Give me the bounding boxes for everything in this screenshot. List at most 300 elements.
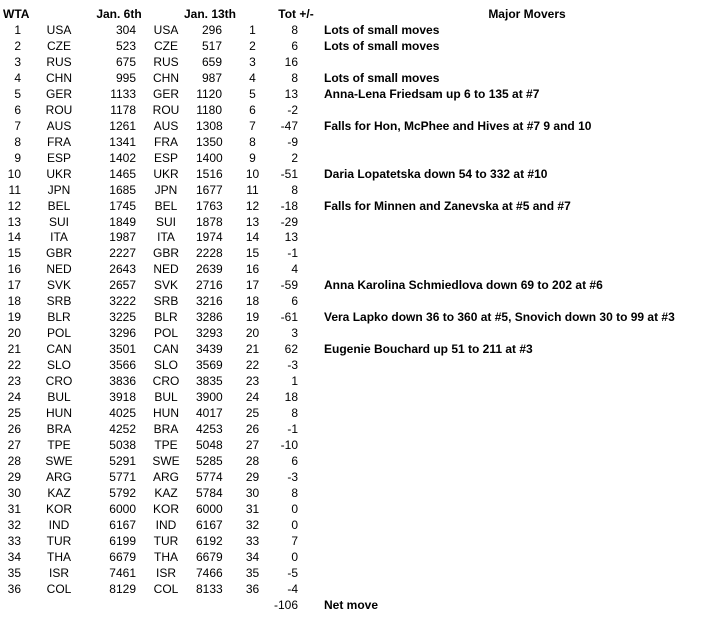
nation-cell: ARG — [45, 469, 72, 484]
table-row — [0, 118, 719, 134]
table-row — [0, 533, 719, 549]
nation-cell: FRA — [154, 134, 178, 149]
rank-cell: 4 — [249, 70, 256, 85]
nation-cell: GER — [152, 86, 179, 101]
total-change-cell: 6 — [291, 294, 298, 309]
nation-cell: CRO — [152, 374, 180, 389]
rank-cell: 9 — [249, 150, 256, 165]
nation-cell: ESP — [153, 150, 178, 165]
total-change-cell: -1 — [287, 422, 298, 436]
major-movers-note: Anna Karolina Schmiedlova down 69 to 202 at #6 — [324, 278, 603, 293]
jan13-points-cell: 7466 — [196, 565, 223, 580]
nation-cell: RUS — [153, 54, 179, 69]
rank-cell: 18 — [245, 294, 260, 309]
rank-cell: 23 — [7, 374, 21, 389]
jan13-points-cell: 5048 — [196, 437, 223, 452]
rank-cell: 3 — [14, 54, 21, 69]
rank-cell: 36 — [7, 581, 21, 596]
jan13-points-cell: 3293 — [196, 326, 223, 341]
rank-cell: 32 — [245, 517, 260, 532]
table-row — [0, 469, 719, 485]
nation-cell: SLO — [153, 358, 178, 373]
jan6-points-cell: 6199 — [109, 533, 136, 548]
total-change-cell: 8 — [291, 182, 298, 197]
total-change-cell: 13 — [284, 86, 298, 101]
jan6-points-cell: 2657 — [109, 278, 136, 293]
jan6-points-cell: 6000 — [109, 501, 136, 516]
nation-cell: BUL — [47, 390, 71, 405]
jan13-points-cell: 296 — [201, 23, 222, 37]
header-wta: WTA — [3, 7, 30, 21]
nation-cell: CAN — [46, 342, 72, 357]
rank-cell: 11 — [246, 182, 259, 197]
total-change-cell: -47 — [280, 118, 298, 133]
rank-cell: 1 — [14, 23, 21, 37]
total-change-cell: -5 — [287, 565, 298, 580]
major-movers-note: Anna-Lena Friedsam up 6 to 135 at #7 — [324, 86, 540, 101]
jan13-points-cell: 4017 — [196, 406, 223, 421]
nation-cell: BLR — [47, 310, 71, 325]
jan13-points-cell: 1308 — [196, 118, 223, 133]
table-row — [0, 421, 719, 437]
jan13-points-cell: 6167 — [196, 517, 223, 532]
nation-cell: UKR — [46, 166, 72, 181]
rank-cell: 23 — [245, 374, 260, 389]
nation-cell: USA — [46, 23, 72, 37]
total-change-cell: -9 — [287, 134, 298, 149]
rank-cell: 11 — [8, 182, 21, 197]
table-row — [0, 22, 719, 38]
rank-cell: 17 — [245, 278, 260, 293]
rank-cell: 17 — [7, 278, 21, 293]
rank-cell: 8 — [14, 134, 21, 149]
nation-cell: NED — [153, 262, 179, 277]
jan6-points-cell: 675 — [115, 54, 136, 69]
nation-cell: ROU — [45, 102, 73, 117]
jan6-points-cell: 4252 — [109, 422, 136, 436]
jan6-points-cell: 995 — [115, 70, 136, 85]
nation-cell: CHN — [153, 70, 179, 85]
table-row — [0, 229, 719, 245]
nation-cell: KOR — [152, 501, 179, 516]
major-movers-note: Daria Lopatetska down 54 to 332 at #10 — [324, 166, 548, 181]
rank-cell: 14 — [7, 230, 21, 245]
rank-cell: 12 — [7, 198, 21, 213]
total-change-cell: -3 — [287, 469, 298, 484]
nation-cell: TUR — [46, 533, 72, 548]
nation-cell: BRA — [46, 422, 72, 436]
nation-cell: SUI — [48, 214, 69, 229]
major-movers-note: Vera Lapko down 36 to 360 at #5, Snovich down 30 to 99 at #3 — [324, 310, 675, 325]
nation-cell: ESP — [46, 150, 71, 165]
nation-cell: GER — [45, 86, 72, 101]
jan6-points-cell: 1685 — [109, 182, 136, 197]
nation-cell: JPN — [47, 182, 71, 197]
jan13-points-cell: 5285 — [196, 453, 223, 468]
table-row — [0, 373, 719, 389]
net-total: -106 — [273, 598, 298, 612]
total-change-cell: -51 — [280, 166, 298, 181]
jan13-points-cell: 6192 — [196, 533, 223, 548]
nation-cell: FRA — [47, 134, 71, 149]
rank-cell: 27 — [245, 437, 260, 452]
rank-cell: 34 — [245, 549, 260, 564]
table-row — [0, 325, 719, 341]
rank-cell: 9 — [14, 150, 21, 165]
major-movers-note: Lots of small moves — [324, 23, 440, 37]
jan13-points-cell: 2716 — [196, 278, 223, 293]
table-row — [0, 134, 719, 150]
nation-cell: ITA — [50, 230, 68, 245]
jan13-points-cell: 1180 — [196, 102, 222, 117]
rank-cell: 32 — [7, 517, 21, 532]
total-change-cell: -1 — [287, 246, 298, 261]
nation-cell: SRB — [46, 294, 72, 309]
nation-cell: SWE — [152, 453, 180, 468]
jan6-points-cell: 5792 — [109, 485, 136, 500]
jan13-points-cell: 3900 — [196, 390, 223, 405]
rank-cell: 15 — [7, 246, 21, 261]
total-change-cell: -18 — [280, 198, 298, 213]
nation-cell: IND — [155, 517, 177, 532]
header-tot: Tot +/- — [278, 7, 314, 21]
rank-cell: 26 — [7, 422, 21, 436]
rank-cell: 7 — [14, 118, 21, 133]
table-row — [0, 86, 719, 102]
table-row — [0, 245, 719, 261]
nation-cell: BUL — [154, 390, 178, 405]
rank-cell: 2 — [14, 38, 21, 53]
total-change-cell: -10 — [280, 437, 298, 452]
jan6-points-cell: 7461 — [109, 565, 136, 580]
total-change-cell: 7 — [291, 533, 298, 548]
nation-cell: HUN — [153, 406, 179, 421]
table-row — [0, 277, 719, 293]
total-change-cell: 3 — [291, 326, 298, 341]
rank-cell: 22 — [245, 358, 260, 373]
jan6-points-cell: 1465 — [109, 166, 136, 181]
table-row — [0, 150, 719, 166]
nation-cell: USA — [153, 23, 179, 37]
jan13-points-cell: 659 — [201, 54, 222, 69]
rank-cell: 6 — [14, 102, 21, 117]
nation-cell: BLR — [154, 310, 178, 325]
table-row — [0, 357, 719, 373]
jan13-points-cell: 1400 — [196, 150, 223, 165]
jan6-points-cell: 3225 — [109, 310, 136, 325]
nation-cell: JPN — [154, 182, 178, 197]
jan13-points-cell: 5774 — [196, 469, 223, 484]
nation-cell: CZE — [154, 38, 178, 53]
jan13-points-cell: 1516 — [196, 166, 223, 181]
table-row — [0, 309, 719, 325]
rank-cell: 18 — [7, 294, 21, 309]
rank-cell: 13 — [7, 214, 21, 229]
nation-cell: SVK — [46, 278, 71, 293]
table-row — [0, 501, 719, 517]
table-row — [0, 70, 719, 86]
rank-cell: 36 — [245, 581, 260, 596]
nation-cell: CHN — [46, 70, 72, 85]
total-change-cell: 13 — [284, 230, 298, 245]
net-move-label: Net move — [324, 598, 379, 612]
table-row — [0, 581, 719, 597]
nation-cell: IND — [48, 517, 70, 532]
nation-cell: AUS — [46, 118, 72, 133]
jan13-points-cell: 1350 — [196, 134, 223, 149]
nation-cell: HUN — [46, 406, 72, 421]
jan13-points-cell: 1677 — [196, 182, 223, 197]
rank-cell: 34 — [7, 549, 21, 564]
table-row — [0, 214, 719, 230]
total-change-cell: 8 — [291, 485, 298, 500]
jan6-points-cell: 1178 — [110, 102, 136, 117]
nation-cell: POL — [46, 326, 71, 341]
jan6-points-cell: 3566 — [109, 358, 136, 373]
jan6-points-cell: 1849 — [109, 214, 136, 229]
jan13-points-cell: 517 — [201, 38, 222, 53]
rank-cell: 26 — [245, 422, 260, 436]
total-change-cell: 6 — [291, 453, 298, 468]
nation-cell: ROU — [152, 102, 180, 117]
total-change-cell: 8 — [291, 406, 298, 421]
nation-cell: COL — [46, 581, 72, 596]
rank-cell: 20 — [245, 326, 260, 341]
major-movers-note: Falls for Minnen and Zanevska at #5 and #7 — [324, 198, 571, 213]
total-change-cell: 8 — [291, 23, 298, 37]
table-row — [0, 485, 719, 501]
jan6-points-cell: 1133 — [110, 86, 136, 101]
table-row — [0, 405, 719, 421]
nation-cell: SRB — [153, 294, 179, 309]
jan13-points-cell: 2639 — [196, 262, 223, 277]
rank-cell: 16 — [7, 262, 21, 277]
jan6-points-cell: 5771 — [109, 469, 136, 484]
nation-cell: CAN — [153, 342, 179, 357]
nation-cell: TUR — [153, 533, 179, 548]
rank-cell: 19 — [7, 310, 21, 325]
nation-cell: SWE — [45, 453, 73, 468]
total-change-cell: -2 — [287, 102, 298, 117]
table-row — [0, 565, 719, 581]
table-row — [0, 453, 719, 469]
table-row — [0, 517, 719, 533]
table-row — [0, 549, 719, 565]
jan6-points-cell: 1402 — [109, 150, 136, 165]
nation-cell: ISR — [48, 565, 69, 580]
nation-cell: KAZ — [47, 485, 71, 500]
header-row — [0, 6, 719, 22]
jan6-points-cell: 3836 — [109, 374, 136, 389]
jan13-points-cell: 8133 — [196, 581, 223, 596]
jan6-points-cell: 5038 — [109, 437, 136, 452]
jan6-points-cell: 1987 — [109, 230, 136, 245]
rank-cell: 14 — [245, 230, 260, 245]
major-movers-note: Lots of small moves — [324, 70, 440, 85]
total-change-cell: 16 — [284, 54, 298, 69]
header-jan13: Jan. 13th — [183, 7, 237, 21]
rank-cell: 2 — [249, 38, 256, 53]
jan6-points-cell: 3501 — [109, 342, 136, 357]
jan13-points-cell: 2228 — [196, 246, 223, 261]
table-row — [0, 389, 719, 405]
nation-cell: BEL — [154, 198, 178, 213]
table-row — [0, 437, 719, 453]
rank-cell: 16 — [245, 262, 260, 277]
jan6-points-cell: 2227 — [109, 246, 136, 261]
nation-cell: BEL — [47, 198, 71, 213]
rank-cell: 25 — [245, 406, 260, 421]
rank-cell: 7 — [249, 118, 256, 133]
rank-cell: 29 — [7, 469, 21, 484]
rank-cell: 33 — [245, 533, 260, 548]
jan6-points-cell: 2643 — [109, 262, 136, 277]
jan13-points-cell: 3439 — [196, 342, 223, 357]
nation-cell: THA — [154, 549, 178, 564]
header-major-movers: Major Movers — [488, 7, 566, 21]
table-row — [0, 182, 719, 198]
jan13-points-cell: 6000 — [196, 501, 223, 516]
rank-cell: 25 — [7, 406, 21, 421]
rank-cell: 30 — [245, 485, 260, 500]
nation-cell: COL — [153, 581, 179, 596]
table-row — [0, 166, 719, 182]
jan13-points-cell: 987 — [201, 70, 222, 85]
rank-cell: 21 — [245, 342, 260, 357]
rank-cell: 24 — [245, 390, 260, 405]
nation-cell: UKR — [153, 166, 179, 181]
rank-cell: 33 — [7, 533, 21, 548]
rank-cell: 20 — [7, 326, 21, 341]
header-jan6: Jan. 6th — [96, 7, 142, 21]
nation-cell: AUS — [153, 118, 179, 133]
jan13-points-cell: 3835 — [196, 374, 223, 389]
rank-cell: 4 — [14, 70, 21, 85]
nation-cell: SUI — [155, 214, 176, 229]
nation-cell: TPE — [154, 437, 178, 452]
jan6-points-cell: 1341 — [109, 134, 136, 149]
jan6-points-cell: 6679 — [109, 549, 136, 564]
jan13-points-cell: 1878 — [196, 214, 223, 229]
jan6-points-cell: 3918 — [109, 390, 136, 405]
table-row — [0, 293, 719, 309]
jan6-points-cell: 3296 — [109, 326, 136, 341]
nation-cell: NED — [46, 262, 72, 277]
total-change-cell: -3 — [287, 358, 298, 373]
jan13-points-cell: 4253 — [196, 422, 223, 436]
jan13-points-cell: 1974 — [196, 230, 223, 245]
rank-cell: 3 — [249, 54, 256, 69]
rank-cell: 35 — [7, 565, 21, 580]
nation-cell: KOR — [45, 501, 72, 516]
rank-cell: 6 — [249, 102, 256, 117]
total-change-cell: -4 — [287, 581, 298, 596]
total-change-cell: 4 — [291, 262, 298, 277]
rank-cell: 27 — [7, 437, 21, 452]
rank-cell: 10 — [7, 166, 21, 181]
jan13-points-cell: 3569 — [196, 358, 223, 373]
rank-cell: 15 — [245, 246, 260, 261]
major-movers-note: Eugenie Bouchard up 51 to 211 at #3 — [324, 342, 533, 357]
nation-cell: SLO — [46, 358, 71, 373]
table-row — [0, 54, 719, 70]
major-movers-note: Lots of small moves — [324, 38, 440, 53]
total-change-cell: -61 — [280, 310, 298, 325]
nation-cell: KAZ — [154, 485, 178, 500]
jan6-points-cell: 1745 — [109, 198, 136, 213]
total-change-cell: 6 — [291, 38, 298, 53]
jan13-points-cell: 5784 — [196, 485, 223, 500]
jan6-points-cell: 1261 — [109, 118, 136, 133]
nation-cell: ITA — [157, 230, 175, 245]
rank-cell: 10 — [245, 166, 260, 181]
rank-cell: 22 — [7, 358, 21, 373]
rank-cell: 8 — [249, 134, 256, 149]
total-change-cell: 1 — [291, 374, 298, 389]
rank-cell: 12 — [245, 198, 260, 213]
rank-cell: 35 — [245, 565, 260, 580]
rank-cell: 28 — [7, 453, 21, 468]
rank-cell: 31 — [7, 501, 21, 516]
jan13-points-cell: 1763 — [196, 198, 223, 213]
rank-cell: 19 — [245, 310, 260, 325]
jan13-points-cell: 3216 — [196, 294, 223, 309]
total-change-cell: -29 — [280, 214, 298, 229]
jan6-points-cell: 8129 — [109, 581, 136, 596]
table-row — [0, 38, 719, 54]
jan6-points-cell: 5291 — [109, 453, 136, 468]
nation-cell: POL — [153, 326, 178, 341]
total-change-cell: 8 — [291, 70, 298, 85]
rank-cell: 1 — [249, 23, 256, 37]
nation-cell: RUS — [46, 54, 72, 69]
table-row — [0, 341, 719, 357]
rank-cell: 24 — [7, 390, 21, 405]
table-row — [0, 102, 719, 118]
nation-cell: BRA — [153, 422, 179, 436]
jan13-points-cell: 3286 — [196, 310, 223, 325]
footer-row — [0, 597, 719, 613]
total-change-cell: 0 — [291, 501, 298, 516]
jan13-points-cell: 6679 — [196, 549, 223, 564]
nation-cell: GBR — [45, 246, 72, 261]
major-movers-note: Falls for Hon, McPhee and Hives at #7 9 and 10 — [324, 118, 592, 133]
rank-cell: 5 — [14, 86, 21, 101]
total-change-cell: 0 — [291, 549, 298, 564]
table-row — [0, 198, 719, 214]
nation-cell: CZE — [47, 38, 71, 53]
total-change-cell: 18 — [284, 390, 298, 405]
rank-cell: 5 — [249, 86, 256, 101]
nation-cell: ISR — [155, 565, 176, 580]
total-change-cell: 2 — [291, 150, 298, 165]
jan13-points-cell: 1120 — [196, 86, 222, 101]
total-change-cell: -59 — [280, 278, 298, 293]
jan6-points-cell: 523 — [115, 38, 136, 53]
nation-cell: TPE — [47, 437, 71, 452]
nation-cell: GBR — [152, 246, 179, 261]
rank-cell: 21 — [7, 342, 21, 357]
jan6-points-cell: 4025 — [109, 406, 136, 421]
total-change-cell: 62 — [284, 342, 298, 357]
total-change-cell: 0 — [291, 517, 298, 532]
nation-cell: SVK — [153, 278, 178, 293]
rank-cell: 30 — [7, 485, 21, 500]
jan6-points-cell: 3222 — [109, 294, 136, 309]
rank-cell: 28 — [245, 453, 260, 468]
nation-cell: CRO — [45, 374, 73, 389]
nation-cell: ARG — [152, 469, 179, 484]
